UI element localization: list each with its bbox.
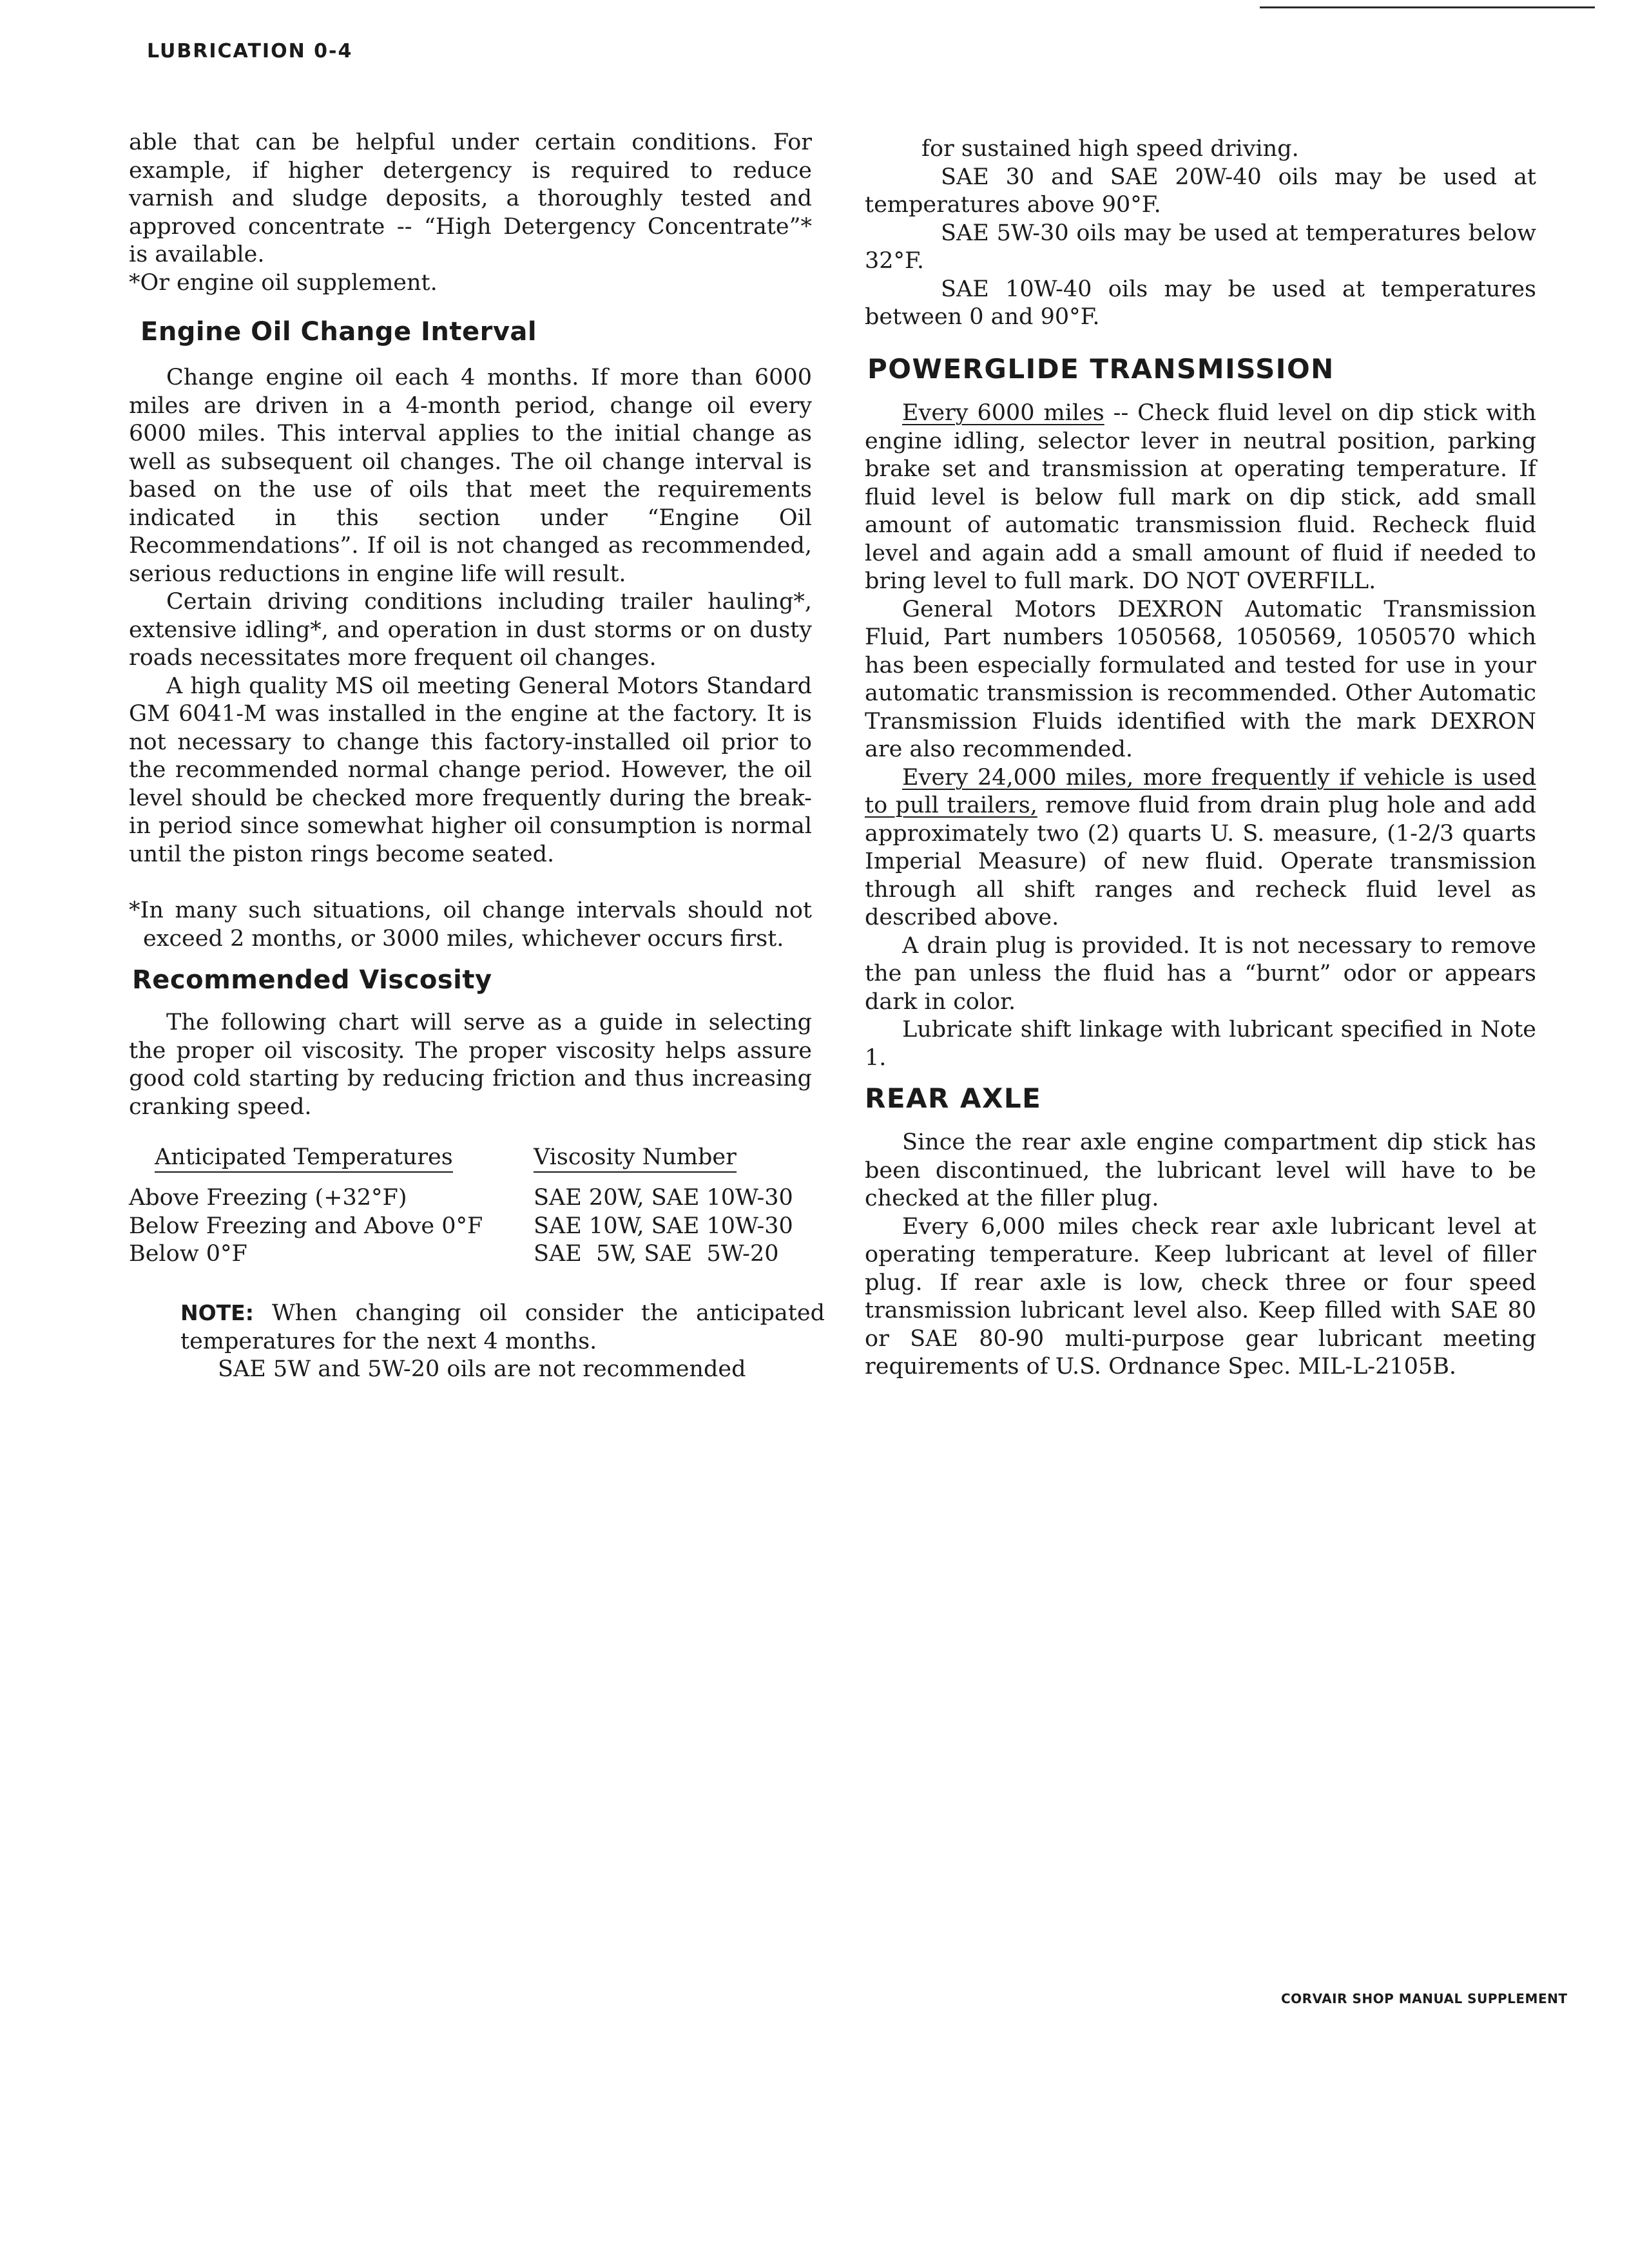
oil-change-paragraph-1: Change engine oil each 4 months. If more than 6000 miles are driven in a 4-month period, change oil every 6000 miles. This interval applies to the initial change as well as subsequent oil changes. The oil change interval is based on the use of oils that meet the requirements indicated in this section under “Engine Oil Recommendations”. If oil is not changed as recommended, serious reductions in engine life will result. [129, 365, 812, 587]
section-heading-rear-axle: REAR AXLE [865, 1082, 1042, 1114]
table-header-viscosity: Viscosity Number [534, 1144, 812, 1184]
table-cell: SAE 20W, SAE 10W-30 [534, 1185, 793, 1211]
table-row [129, 1213, 812, 1241]
table-cell: SAE 5W, SAE 5W-20 [534, 1241, 779, 1267]
table-cell: Below Freezing and Above 0°F [129, 1213, 483, 1239]
table-cell: Below 0°F [129, 1241, 247, 1267]
viscosity-paragraph: The following chart will serve as a guide in selecting the proper oil viscosity. The proper viscosity helps assure good cold starting by reducing friction and thus increasing cranking speed. [129, 1010, 812, 1120]
rear-axle-paragraph-1: Since the rear axle engine compartment dip stick has been discontinued, the lubricant level will have to be checked at the filler plug. [865, 1129, 1536, 1211]
section-heading-viscosity: Recommended Viscosity [132, 965, 492, 995]
powerglide-paragraph-3: Every 24,000 miles, more frequently if vehicle is used to pull trailers, remove fluid from drain plug hole and add approximately two (2) quarts U. S. measure, (1-2/3 quarts Imperial Measure) of new fluid. Operate transmission through all shift ranges and recheck fluid level as described above. [865, 764, 1536, 930]
powerglide-paragraph-4: A drain plug is provided. It is not necessary to remove the pan unless the fluid has a “burnt” odor or appears dark in color. [865, 932, 1536, 1015]
table-cell: Above Freezing (+32°F) [129, 1185, 407, 1211]
section-heading-powerglide: POWERGLIDE TRANSMISSION [867, 353, 1335, 385]
intro-paragraph: able that can be helpful under certain conditions. For example, if higher detergency is required to reduce varnish and sludge deposits, a thoroughly tested and approved concentrate -- “High Detergency Concentrate”* is available. [129, 130, 812, 267]
note-label: NOTE: [180, 1300, 254, 1325]
continuation-line: for sustained high speed driving. [921, 136, 1299, 162]
table-row [129, 1184, 812, 1213]
powerglide-interval-24000: Every 24,000 miles, more frequently if vehicle is used to pull trailers, [865, 764, 1536, 818]
table-header-temperatures: Anticipated Temperatures [129, 1144, 534, 1184]
viscosity-block [129, 1009, 812, 1121]
intro-footnote: *Or engine oil supplement. [129, 269, 438, 296]
note-paragraph-2: SAE 5W and 5W-20 oils are not recommended [218, 1356, 746, 1382]
oil-change-paragraph-3: A high quality MS oil meeting General Motors Standard GM 6041-M was installed in the engine at the factory. It is not necessary to change this factory-installed oil prior to the recommended normal change period. However, the oil level should be checked more frequently during the break-in period since somewhat higher oil consumption is normal until the piston rings become seated. [129, 673, 812, 867]
intro-block [129, 129, 812, 297]
table-cell: SAE 10W, SAE 10W-30 [534, 1213, 793, 1239]
oil-change-block [129, 364, 812, 953]
powerglide-paragraph-1: Every 6000 miles -- Check fluid level on dip stick with engine idling, selector lever in neutral position, parking brake set and transmission at operating temperature. If fluid level is below full mark on dip stick, add small amount of automatic transmission fluid. Recheck fluid level and again add a small amount of fluid if needed to bring level to full mark. DO NOT OVERFILL. [865, 400, 1536, 594]
table-row [129, 1240, 812, 1269]
note-block [180, 1299, 825, 1384]
sae30-paragraph: SAE 30 and SAE 20W-40 oils may be used at temperatures above 90°F. [865, 164, 1536, 218]
page-footer: CORVAIR SHOP MANUAL SUPPLEMENT [1281, 1991, 1568, 2006]
oil-change-footnote: *In many such situations, oil change intervals should not exceed 2 months, or 3000 miles, whichever occurs first. [129, 898, 812, 952]
sae5w30-paragraph: SAE 5W-30 oils may be used at temperatures below 32°F. [865, 220, 1536, 274]
note-text: When changing oil consider the anticipated temperatures for the next 4 months. [180, 1300, 825, 1354]
oil-change-paragraph-2: Certain driving conditions including trailer hauling*, extensive idling*, and operation in dust storms or on dusty roads necessitates more frequent oil changes. [129, 589, 812, 671]
powerglide-interval-6000: Every 6000 miles [902, 400, 1104, 426]
sae10w40-paragraph: SAE 10W-40 oils may be used at temperatures between 0 and 90°F. [865, 276, 1536, 330]
section-heading-oil-change: Engine Oil Change Interval [140, 317, 537, 347]
note-paragraph [180, 1299, 825, 1356]
rear-axle-block [865, 1129, 1536, 1381]
table-header-row [129, 1144, 812, 1184]
powerglide-paragraph-5: Lubricate shift linkage with lubricant specified in Note 1. [865, 1017, 1536, 1071]
header-rule [1260, 6, 1595, 8]
powerglide-block [865, 399, 1536, 1072]
rear-axle-paragraph-2: Every 6,000 miles check rear axle lubricant level at operating temperature. Keep lubricant at level of filler plug. If rear axle is low, check three or four speed transmission lubricant level also. Keep filled with SAE 80 or SAE 80-90 multi-purpose gear lubricant meeting requirements of U.S. Ordnance Spec. MIL-L-2105B. [865, 1213, 1536, 1379]
oil-temps-block [865, 135, 1536, 332]
viscosity-table [129, 1144, 812, 1269]
powerglide-paragraph-2: General Motors DEXRON Automatic Transmission Fluid, Part numbers 1050568, 1050569, 1050570 which has been especially formulated and tested for use in your automatic transmission is recommended. Other Automatic Transmission Fluids identified with the mark DEXRON are also recommended. [865, 596, 1536, 762]
page-header: LUBRICATION 0-4 [147, 40, 353, 62]
